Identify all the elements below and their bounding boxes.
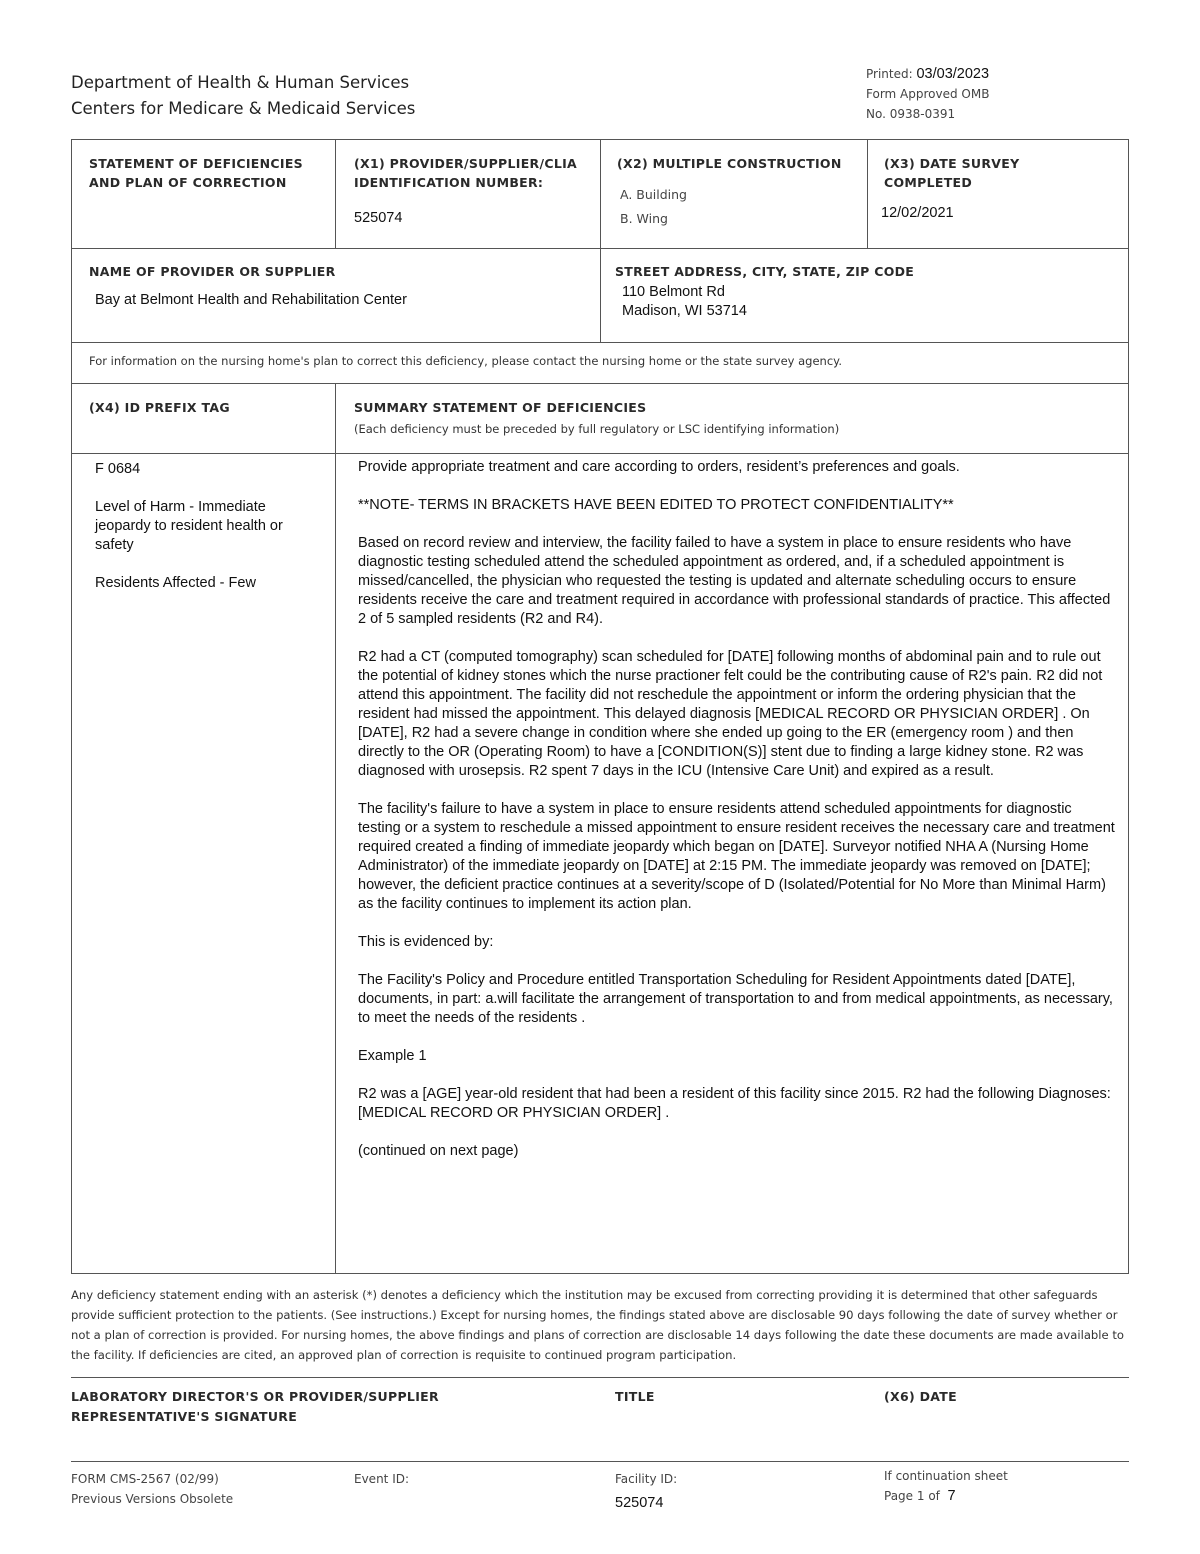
address-line-1: 110 Belmont Rd — [622, 284, 725, 300]
obsolete-note: Previous Versions Obsolete — [71, 1492, 234, 1506]
paragraph: R2 had a CT (computed tomography) scan scheduled for [DATE] following months of abdominal pain and to rule out the potential of kidney stones which the nurse practioner felt could be the contributing cause of R2's pain. R2 did not attend this appointment. The facility did not reschedule the appointment or inform the ordering physician that the resident had missed the appointment. This delayed diagnosis [MEDICAL RECORD OR PHYSICIAN ORDER] . On [DATE], R2 had a severe change in condition where she ended up going to the ER (emergency room ) and then directly to the OR (Operating Room) to have a [CONDITION(S)] stent due to finding a large kidney stone. R2 was diagnosed with urosepsis. R2 spent 7 days in the ICU (Intensive Care Unit) and expired as a result. — [358, 649, 1103, 779]
date-label: (X6) DATE — [884, 1389, 957, 1404]
harm-level: Level of Harm - Immediate jeopardy to resident health or safety — [95, 499, 283, 553]
continuation-note: If continuation sheet — [884, 1469, 1008, 1483]
x3-label-line: (X3) DATE SURVEY — [884, 156, 1020, 171]
x1-label — [354, 154, 577, 192]
paragraph: (continued on next page) — [358, 1143, 519, 1159]
address-line-2: Madison, WI 53714 — [622, 303, 747, 319]
facility-id-value: 525074 — [615, 1495, 664, 1511]
residents-affected: Residents Affected - Few — [95, 575, 256, 591]
center-name: Centers for Medicare & Medicaid Services — [71, 99, 416, 118]
divider — [71, 453, 1129, 454]
page-total: 7 — [947, 1488, 956, 1504]
paragraph: R2 was a [AGE] year-old resident that had been a resident of this facility since 2015. R2 had the following Diagnoses: [MEDICAL RECORD OR PHYSICIAN ORDER] . — [358, 1086, 1111, 1121]
statement-label-line: AND PLAN OF CORRECTION — [89, 175, 287, 190]
x2-label: (X2) MULTIPLE CONSTRUCTION — [617, 156, 842, 171]
paragraph: Based on record review and interview, the facility failed to have a system in place to ensure residents who have diagnostic testing scheduled attend the scheduled appointment as ordered, and, if a scheduled appointment is missed/cancelled, the physician who requested the testing is updated and alternate scheduling occurs to ensure residents receive the care and treatment required in accordance with professional standards of practice. This affected 2 of 5 sampled residents (R2 and R4). — [358, 535, 1111, 627]
summary-sub: (Each deficiency must be preceded by full regulatory or LSC identifying information) — [354, 422, 840, 436]
survey-date-value: 12/02/2021 — [881, 205, 954, 221]
paragraph: The facility's failure to have a system in place to ensure residents attend scheduled appointments for diagnostic testing or a system to reschedule a missed appointment to ensure resident receives the necessary care and treatment required created a finding of immediate jeopardy which began on [DATE]. Surveyor notified NHA A (Nursing Home Administrator) of the immediate jeopardy on [DATE] at 2:15 PM. The immediate jeopardy was removed on [DATE]; however, the deficient practice continues at a severity/scope of D (Isolated/Potential for No More than Minimal Harm) as the facility continues to implement its action plan. — [358, 801, 1115, 912]
x4-label: (X4) ID PREFIX TAG — [89, 400, 230, 415]
form-id — [71, 1469, 233, 1509]
deficiency-summary — [358, 458, 1118, 1180]
summary-label: SUMMARY STATEMENT OF DEFICIENCIES — [354, 400, 647, 415]
paragraph: Provide appropriate treatment and care according to orders, resident’s preferences and goals. — [358, 459, 960, 475]
facility-id — [615, 1469, 677, 1513]
provider-id-value: 525074 — [354, 210, 403, 226]
x3-label — [884, 154, 1019, 192]
deficiency-tag: F 0684 — [95, 461, 141, 477]
provider-name-label: NAME OF PROVIDER OR SUPPLIER — [89, 264, 336, 279]
x2-wing: B. Wing — [620, 211, 668, 226]
agency-header — [71, 70, 415, 122]
event-id-label: Event ID: — [354, 1472, 410, 1486]
page-label: Page 1 of — [884, 1489, 940, 1503]
paragraph: Example 1 — [358, 1048, 427, 1064]
x1-label-line: (X1) PROVIDER/SUPPLIER/CLIA — [354, 156, 578, 171]
facility-id-label: Facility ID: — [615, 1472, 678, 1486]
signature-label — [71, 1387, 439, 1427]
printed-label: Printed: — [866, 67, 913, 81]
x1-label-line: IDENTIFICATION NUMBER: — [354, 175, 544, 190]
id-prefix-column — [95, 460, 320, 612]
omb-number: No. 0938-0391 — [866, 107, 956, 121]
statement-label-line: STATEMENT OF DEFICIENCIES — [89, 156, 303, 171]
x2-building: A. Building — [620, 187, 687, 202]
provider-name: Bay at Belmont Health and Rehabilitation Center — [95, 292, 407, 308]
divider — [71, 1377, 1129, 1378]
department-name: Department of Health & Human Services — [71, 73, 410, 92]
x3-label-line: COMPLETED — [884, 175, 973, 190]
divider — [71, 383, 1129, 384]
form-number: FORM CMS-2567 (02/99) — [71, 1472, 219, 1486]
divider — [867, 139, 868, 248]
title-label: TITLE — [615, 1389, 655, 1404]
divider — [600, 139, 601, 342]
divider — [335, 383, 336, 1274]
divider — [71, 342, 1129, 343]
print-info — [866, 64, 989, 124]
page-info — [884, 1466, 1008, 1506]
printed-date: 03/03/2023 — [916, 66, 990, 82]
paragraph: This is evidenced by: — [358, 934, 494, 950]
paragraph: The Facility's Policy and Procedure entitled Transportation Scheduling for Resident Appointments dated [DATE], documents, in part: a.will facilitate the arrangement of transportation to and from medical appointments, as necessary, to meet the needs of the residents . — [358, 972, 1113, 1026]
divider — [71, 1461, 1129, 1462]
signature-label-line: LABORATORY DIRECTOR'S OR PROVIDER/SUPPLIER — [71, 1389, 439, 1404]
disclaimer: Any deficiency statement ending with an asterisk (*) denotes a deficiency which the institution may be excused from correcting providing it is determined that other safeguards provide sufficient protection to the patients. (See instructions.) Except for nursing homes, the findings stated above are disclosable 90 days following the date of survey whether or not a plan of correction is provided. For nursing homes, the above findings and plans of correction are disclosable 14 days following the date these documents are made available to the facility. If deficiencies are cited, an approved plan of correction is requisite to continued program participation. — [71, 1288, 1124, 1362]
signature-label-line: REPRESENTATIVE'S SIGNATURE — [71, 1409, 298, 1424]
info-note: For information on the nursing home's plan to correct this deficiency, please contact the nursing home or the state survey agency. — [89, 354, 842, 368]
form-approved: Form Approved OMB — [866, 87, 990, 101]
paragraph: **NOTE- TERMS IN BRACKETS HAVE BEEN EDITED TO PROTECT CONFIDENTIALITY** — [358, 497, 954, 513]
address-label: STREET ADDRESS, CITY, STATE, ZIP CODE — [615, 264, 915, 279]
statement-label — [89, 154, 303, 192]
divider — [335, 139, 336, 248]
